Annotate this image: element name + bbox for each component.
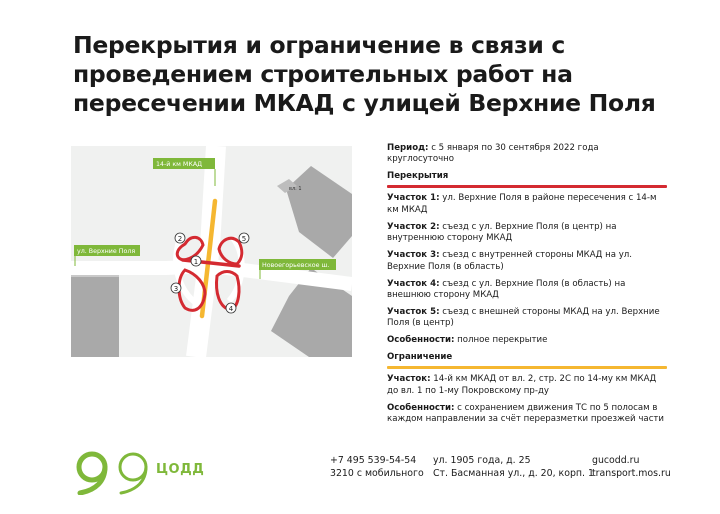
codd-logo-text: ЦОДД [156,462,205,477]
info-panel [387,143,667,431]
section-label: Участок 5: [387,307,440,318]
address-1: ул. 1905 года, д. 25 [433,455,531,466]
moscow-transport-logo[interactable] [74,449,114,495]
building-label: вл. 1 [289,186,302,192]
address-2: Ст. Басманная ул., д. 20, корп. 1 [433,467,594,479]
marker-3[interactable] [171,283,181,293]
site-link-gucodd[interactable]: gucodd.ru [592,455,640,466]
section-text: съезд с ул. Верхние Поля (в центр) на внутреннюю сторону МКАД [387,221,617,244]
building-right [286,166,352,258]
phone-link[interactable]: +7 495 539-54-54 [330,455,417,466]
restriction-bar [387,366,667,369]
section-text: съезд с внутренней стороны МКАД на ул. Верхние Поля (в область) [387,250,633,272]
restriction-header [387,352,667,368]
restriction-section [387,374,667,397]
svg-text:4: 4 [228,304,234,313]
page-title-line: пересечении МКАД с улицей Верхние Поля [73,89,656,117]
period-value: с 5 января по 30 сентября 2022 года круглосуточно [387,143,599,165]
building-left [71,277,119,357]
closure-section-3 [387,250,667,273]
section-text: ул. Верхние Поля в районе пересечения с 14-м км МКАД [387,193,657,215]
svg-text:3: 3 [173,284,179,293]
closures-header [387,171,667,187]
footer-sites [592,455,671,480]
section-text: съезд с ул. Верхние Поля (в область) на внешнюю сторону МКАД [387,278,626,301]
period-label: Период: [387,143,429,153]
section-label: Участок 2: [387,221,440,232]
restriction-features [387,403,667,426]
period-row [387,143,667,166]
svg-text:14-й км МКАД: 14-й км МКАД [156,161,203,168]
features-text: с сохранением движения ТС по 5 полосам в каждом направлении за счёт переразметки проезжей части [387,402,665,425]
features-label: Особенности: [387,335,455,346]
section-label: Участок 1: [387,193,440,204]
closure-bar [387,185,667,188]
svg-text:2: 2 [177,234,183,243]
page-title [73,31,673,118]
mobile-number: 3210 с мобильного [330,467,424,479]
construction-map[interactable] [71,146,352,357]
marker-5[interactable] [239,233,249,243]
closure-section-4 [387,279,667,302]
restriction-title: Ограничение [387,352,453,363]
features-label: Особенности: [387,402,455,413]
closure-section-1 [387,193,667,216]
closure-features [387,335,667,346]
features-text: полное перекрытие [454,335,548,346]
svg-text:1: 1 [193,257,199,266]
footer-phones [330,455,424,480]
svg-text:Новоегорьевское ш.: Новоегорьевское ш. [262,262,330,269]
marker-2[interactable] [175,233,185,243]
closure-section-5 [387,307,667,330]
marker-1[interactable] [191,256,201,266]
site-link-transport[interactable]: transport.mos.ru [592,467,671,479]
footer-addresses [433,455,594,480]
marker-4[interactable] [226,303,236,313]
svg-text:5: 5 [241,234,247,243]
section-label: Участок: [387,374,431,385]
section-label: Участок 4: [387,278,440,289]
page-title-line: проведением строительных работ на [73,60,573,88]
page-title-line: Перекрытия и ограничение в связи с [73,31,566,59]
closures-title: Перекрытия [387,171,449,182]
codd-logo-icon[interactable] [115,449,153,495]
section-text: 14-й км МКАД от вл. 2, стр. 2С по 14-му км МКАД до вл. 1 по 1-му Покровскому пр-ду [387,374,657,396]
building-label: вл. 2, стр. 2 [76,270,107,276]
closure-section-2 [387,222,667,245]
section-text: съезд с внешней стороны МКАД на ул. Верхние Поля (в центр) [387,307,660,329]
section-label: Участок 3: [387,250,440,261]
svg-text:ул. Верхние Поля: ул. Верхние Поля [77,248,136,255]
